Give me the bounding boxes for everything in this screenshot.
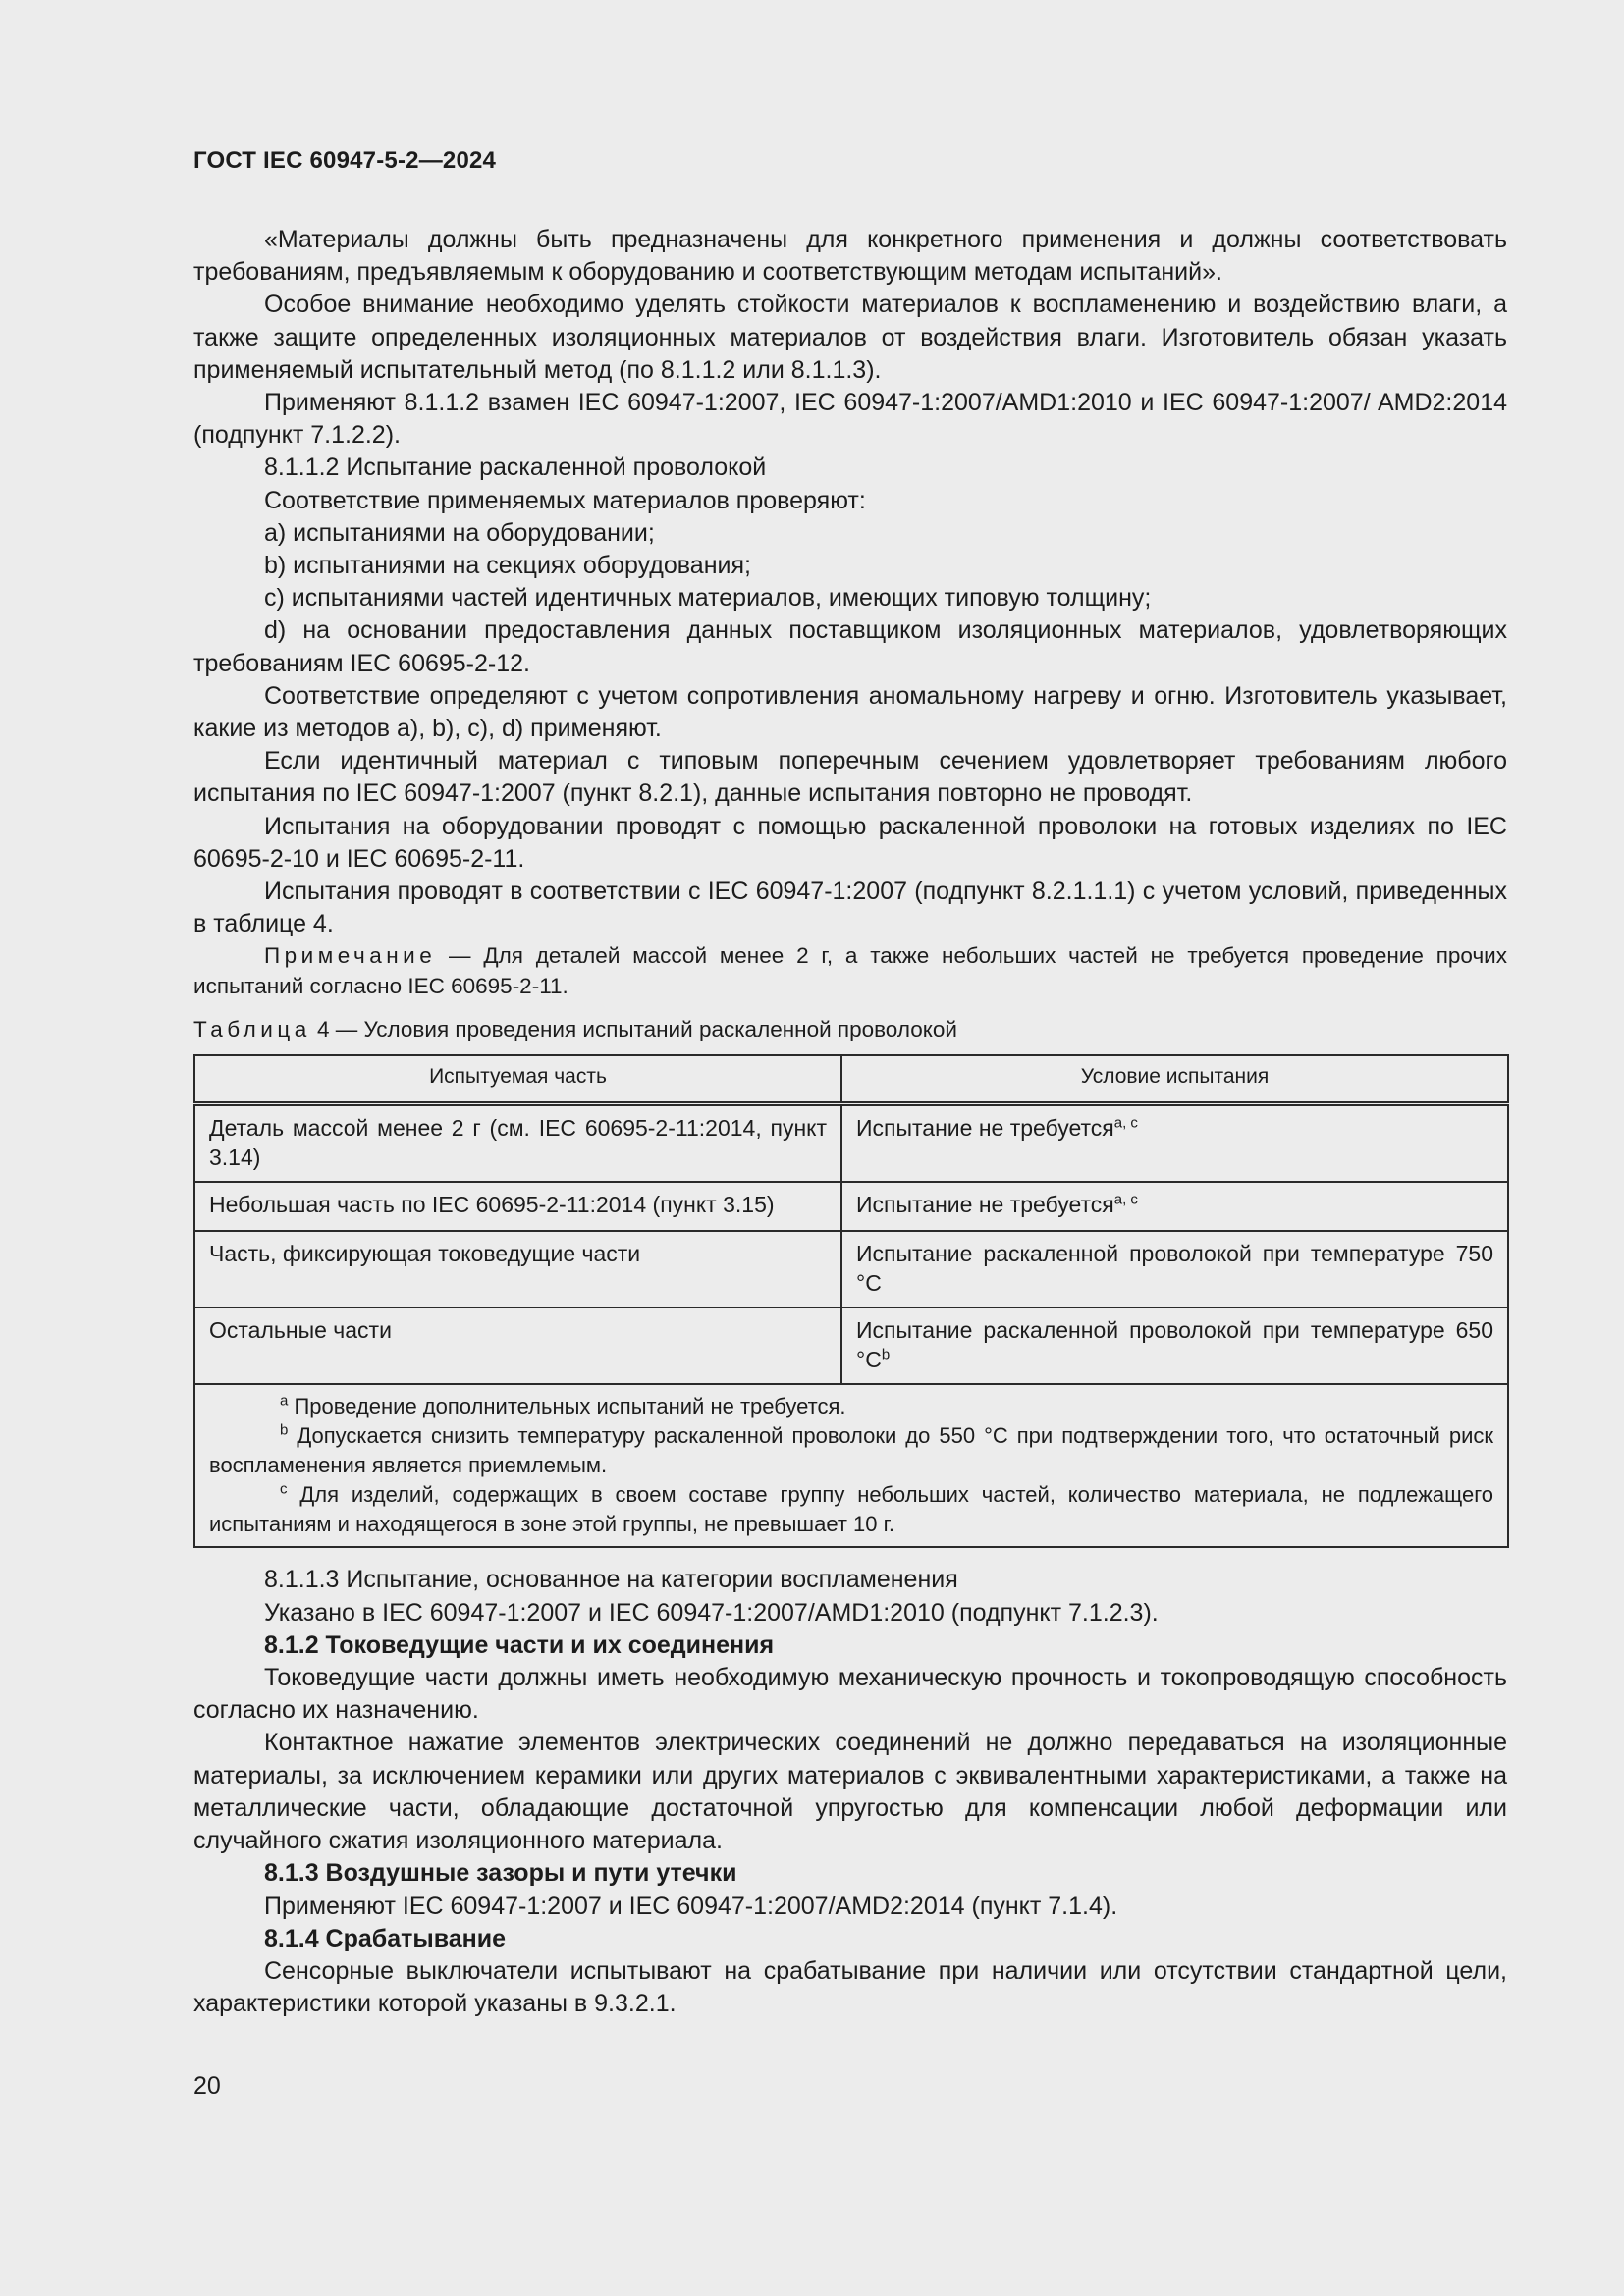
paragraph: Если идентичный материал с типовым поперечным сечением удовлетворяет требованиям любого испытания по IEC 60947-1:2007 (пункт 8.2.1), данные испытания повторно не проводят. [193, 747, 1507, 808]
paragraph: Испытания на оборудовании проводят с помощью раскаленной проволоки на готовых изделиях по IEC 60695-2-10 и IEC 60695-2-11. [193, 812, 1507, 873]
paragraph: Соответствие определяют с учетом сопротивления аномальному нагреву и огню. Изготовитель указывает, какие из методов а), b), c), d) применяют. [193, 681, 1507, 743]
section-heading-8-1-3: 8.1.3 Воздушные зазоры и пути утечки [264, 1859, 737, 1888]
table-caption [193, 1015, 1507, 1044]
table-cell-part: Остальные части [194, 1308, 841, 1384]
footnote-text: Для изделий, содержащих в своем составе группу небольших частей, количество материала, не подлежащего испытаниям и находящегося в зоне этой группы, не превышает 10 г. [209, 1482, 1493, 1537]
footnote-ref: a, c [1113, 1114, 1138, 1132]
table-row [194, 1104, 1508, 1183]
paragraph: Токоведущие части должны иметь необходимую механическую прочность и токопроводящую способность согласно их назначению. [193, 1664, 1507, 1725]
list-item-d: d) на основании предоставления данных поставщиком изоляционных материалов, удовлетворяющих требованиям IEC 60695-2-12. [193, 616, 1507, 677]
section-heading-8-1-1-2: 8.1.1.2 Испытание раскаленной проволокой [264, 454, 767, 482]
table-caption-text: 4 — Условия проведения испытаний раскаленной проволокой [310, 1017, 957, 1042]
footnote-text: Проведение дополнительных испытаний не требуется. [294, 1394, 846, 1419]
footnote-c [209, 1480, 1493, 1539]
column-header-part: Испытуемая часть [194, 1055, 841, 1104]
note-label: Примечание [264, 943, 437, 969]
paragraph: Контактное нажатие элементов электрических соединений не должно передаваться на изоляционные материалы, за исключением керамики или других материалов с эквивалентными характеристиками, а также на металлические части, обладающие достаточной упругостью для компенсации любой деформации или случайного сжатия изоляционного материала. [193, 1729, 1507, 1855]
paragraph: Применяют IEC 60947-1:2007 и IEC 60947-1:2007/AMD2:2014 (пункт 7.1.4). [264, 1892, 1118, 1920]
footnote-text: Допускается снизить температуру раскаленной проволоки до 550 °С при подтверждении того, что остаточный риск воспламенения является приемлемым. [209, 1423, 1493, 1478]
paragraph: Сенсорные выключатели испытывают на срабатывание при наличии или отсутствии стандартной цели, характеристики которой указаны в 9.3.2.1. [193, 1956, 1507, 2018]
footnote-ref: b [881, 1346, 891, 1363]
table-footnotes [194, 1384, 1508, 1547]
table-header-row [194, 1055, 1508, 1104]
section-heading-8-1-2: 8.1.2 Токоведущие части и их соединения [264, 1630, 775, 1659]
table-cell-condition [841, 1231, 1508, 1308]
paragraph: Особое внимание необходимо уделять стойкости материалов к воспламенению и воздействию влаги, а также защите определенных изоляционных материалов от воздействия влаги. Изготовитель обязан указать применяемый испытательный метод (по 8.1.1.2 или 8.1.1.3). [193, 291, 1507, 384]
paragraph: Испытания проводят в соответствии с IEC 60947-1:2007 (подпункт 8.2.1.1.1) с учетом условий, приведенных в таблице 4. [193, 878, 1507, 938]
condition-text: Испытание раскаленной проволокой при температуре 650 °С [856, 1317, 1493, 1373]
note-text: — Для деталей массой менее 2 г, а также небольших частей не требуется проведение прочих испытаний согласно IEC 60695-2-11. [193, 943, 1507, 999]
table-cell-condition [841, 1308, 1508, 1384]
list-item-a: a) испытаниями на оборудовании; [264, 518, 655, 547]
list-item-c: c) испытаниями частей идентичных материалов, имеющих типовую толщину; [264, 584, 1152, 613]
document-code-header: ГОСТ IEC 60947-5-2—2024 [193, 147, 497, 174]
footnote-mark: b [280, 1422, 289, 1440]
footnote-b [209, 1421, 1493, 1480]
table-cell-part: Часть, фиксирующая токоведущие части [194, 1231, 841, 1308]
table-row [194, 1182, 1508, 1231]
footnote-a [209, 1392, 1493, 1421]
table-caption-label: Таблица [193, 1017, 311, 1042]
footnote-ref: a, c [1113, 1191, 1138, 1208]
list-item-b: b) испытаниями на секциях оборудования; [264, 552, 751, 580]
page-number: 20 [193, 2072, 221, 2100]
body-text [193, 224, 1507, 2020]
footnote-mark: a [280, 1393, 289, 1411]
table-4 [193, 1054, 1509, 1548]
bottom-text [193, 1564, 1507, 2020]
table-cell-condition [841, 1182, 1508, 1231]
section-heading-8-1-1-3: 8.1.1.3 Испытание, основанное на категории воспламенения [264, 1566, 958, 1594]
footnote-mark: c [280, 1481, 288, 1499]
paragraph: Применяют 8.1.1.2 взамен IEC 60947-1:2007, IEC 60947-1:2007/AMD1:2010 и IEC 60947-1:2007/ AMD2:2014 (подпункт 7.1.2.2). [193, 389, 1507, 450]
table-cell-part: Небольшая часть по IEC 60695-2-11:2014 (пункт 3.15) [194, 1182, 841, 1231]
condition-text: Испытание не требуется [856, 1192, 1114, 1218]
table-cell-condition [841, 1104, 1508, 1183]
paragraph: Соответствие применяемых материалов проверяют: [264, 486, 866, 514]
paragraph: «Материалы должны быть предназначены для конкретного применения и должны соответствовать требованиям, предъявляемым к оборудованию и соответствующим методам испытаний». [193, 226, 1507, 287]
column-header-condition: Условие испытания [841, 1055, 1508, 1104]
condition-text: Испытание не требуется [856, 1115, 1114, 1142]
section-heading-8-1-4: 8.1.4 Срабатывание [264, 1924, 507, 1952]
table-row [194, 1231, 1508, 1308]
table-cell-part: Деталь массой менее 2 г (см. IEC 60695-2-11:2014, пункт 3.14) [194, 1104, 841, 1183]
table-footnotes-row [194, 1384, 1508, 1547]
paragraph: Указано в IEC 60947-1:2007 и IEC 60947-1:2007/AMD1:2010 (подпункт 7.1.2.3). [264, 1598, 1159, 1627]
condition-text: Испытание раскаленной проволокой при температуре 750 °С [856, 1241, 1493, 1297]
note [193, 940, 1507, 1001]
table-row [194, 1308, 1508, 1384]
